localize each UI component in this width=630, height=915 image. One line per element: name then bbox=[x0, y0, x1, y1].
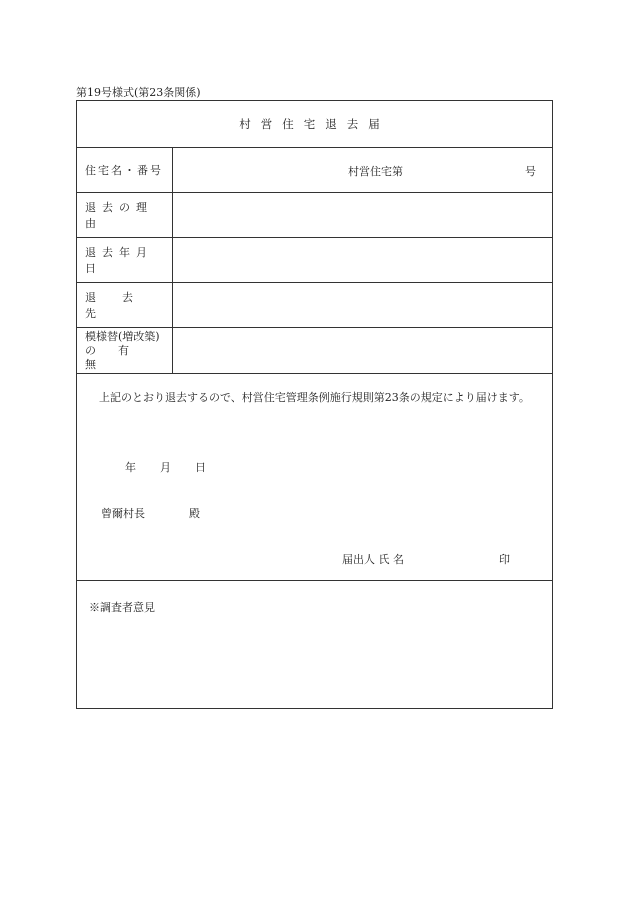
seal-mark: 印 bbox=[499, 553, 510, 566]
declaration-section bbox=[77, 374, 552, 581]
label-reason bbox=[77, 193, 173, 237]
notifier-label: 届出人 氏 名 bbox=[342, 553, 404, 566]
house-prefix: 村営住宅第 bbox=[348, 165, 403, 178]
declaration-statement: 上記のとおり退去するので、村営住宅管理条例施行規則第23条の規定により届けます。 bbox=[99, 391, 530, 404]
addressee-name: 曾爾村長 bbox=[101, 507, 145, 520]
form-title: 村営住宅退去届 bbox=[77, 101, 552, 148]
value-reason bbox=[173, 193, 552, 237]
label-remodel-line2: の有無 bbox=[85, 343, 151, 371]
addressee-honorific: 殿 bbox=[189, 507, 200, 520]
date-year: 年 bbox=[125, 461, 136, 474]
value-date bbox=[173, 238, 552, 282]
row-house-number bbox=[77, 148, 552, 193]
value-remodel bbox=[173, 328, 552, 373]
label-destination-text: 退去先 bbox=[85, 291, 159, 320]
label-house-number-text: 住宅名・番号 bbox=[85, 164, 163, 177]
label-remodel bbox=[77, 328, 173, 373]
value-house-number bbox=[173, 148, 552, 192]
date-day: 日 bbox=[195, 461, 206, 474]
row-remodel bbox=[77, 328, 552, 374]
form-caption: 第19号様式(第23条関係) bbox=[76, 86, 201, 99]
addressee bbox=[101, 505, 200, 521]
label-date-text: 退去年月日 bbox=[85, 246, 153, 275]
date-month: 月 bbox=[160, 461, 171, 474]
value-destination bbox=[173, 283, 552, 327]
withdrawal-form bbox=[76, 100, 553, 709]
survey-label: ※調査者意見 bbox=[89, 601, 155, 614]
house-suffix: 号 bbox=[525, 165, 536, 178]
row-date bbox=[77, 238, 552, 283]
label-reason-text: 退去の理由 bbox=[85, 201, 153, 230]
survey-section bbox=[77, 581, 552, 708]
label-house-number bbox=[77, 148, 173, 192]
declaration-date bbox=[125, 459, 206, 475]
row-destination bbox=[77, 283, 552, 328]
row-reason bbox=[77, 193, 552, 238]
notifier bbox=[342, 551, 510, 567]
label-destination bbox=[77, 283, 173, 327]
label-remodel-line1: 模様替(増改築) bbox=[85, 329, 160, 343]
label-date bbox=[77, 238, 173, 282]
